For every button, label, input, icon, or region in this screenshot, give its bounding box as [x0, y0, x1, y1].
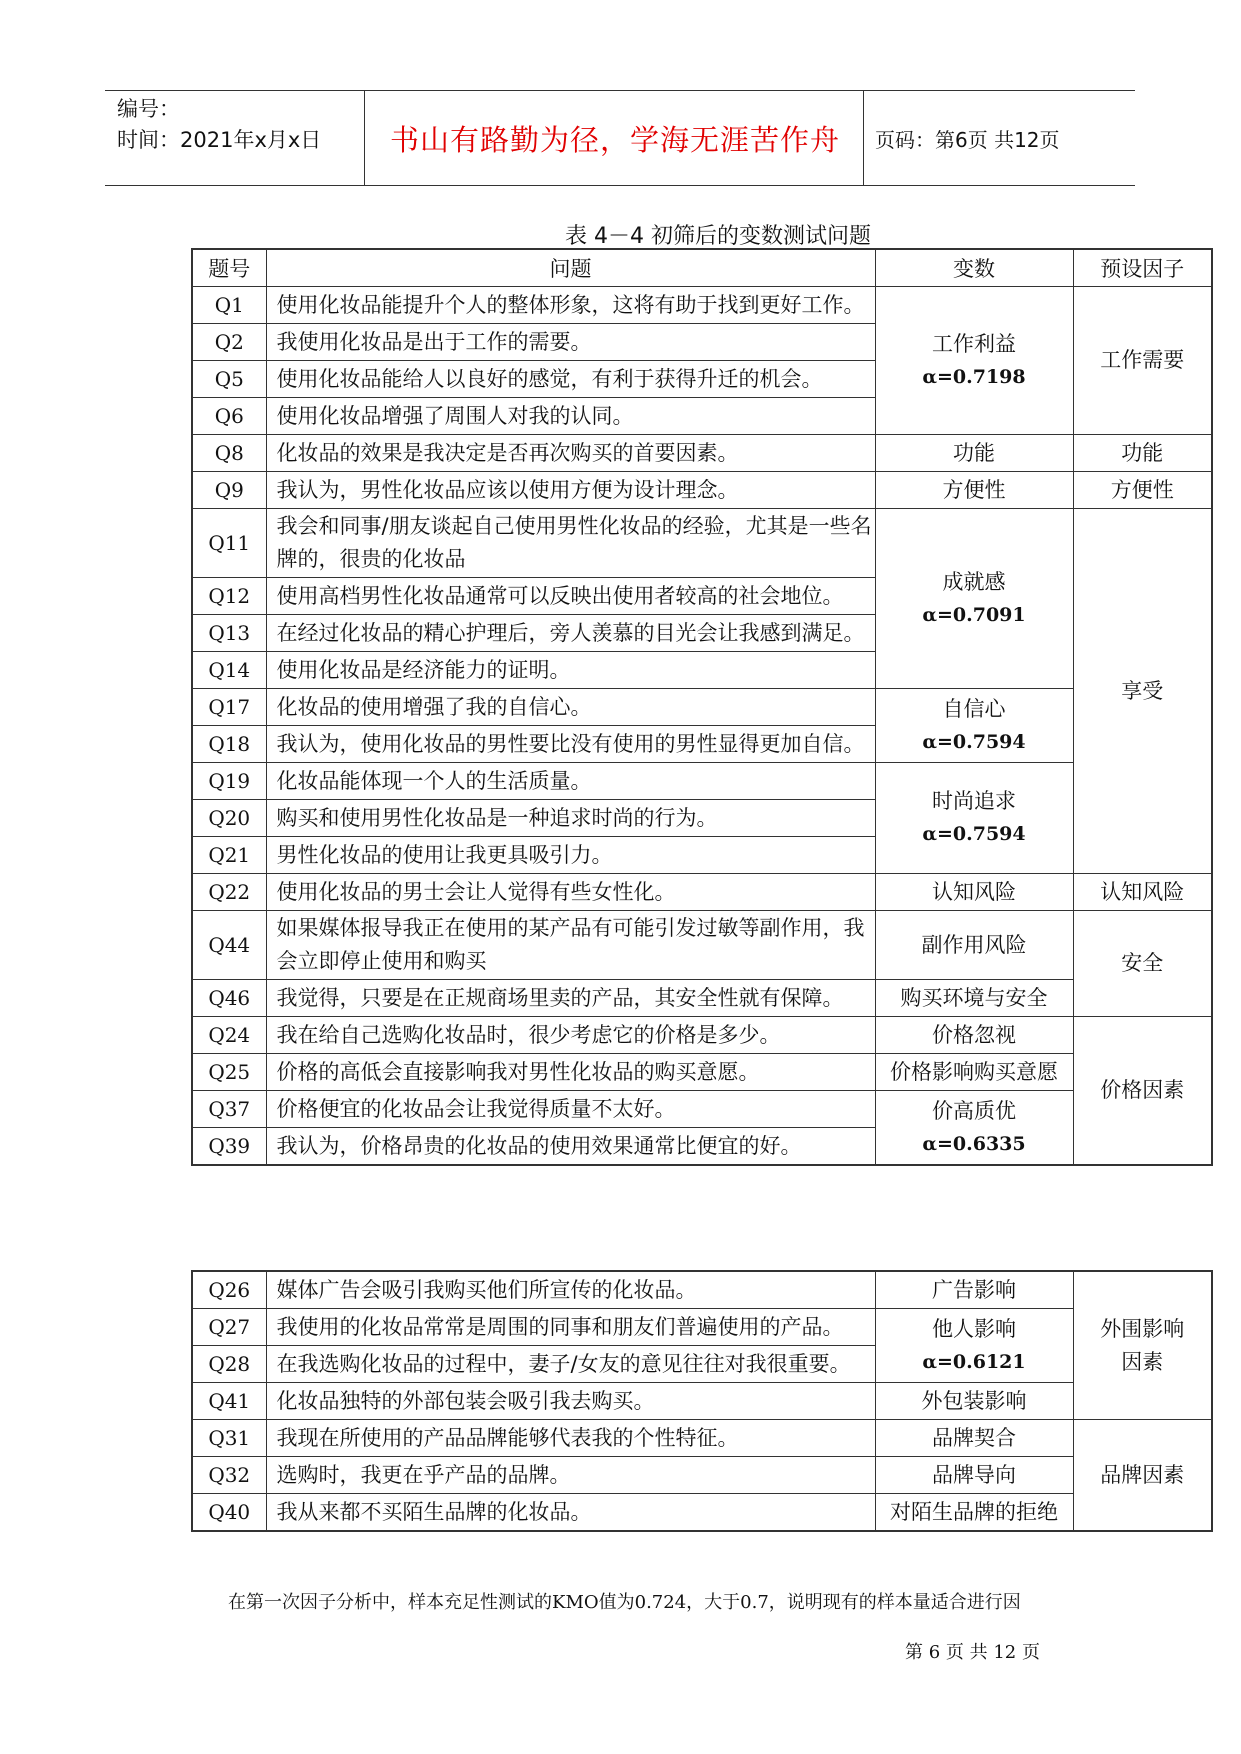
question-id: Q8: [192, 435, 266, 472]
question-id: Q18: [192, 726, 266, 763]
header-page-info: 页码：第6页 共12页: [875, 127, 1060, 152]
question-text: 化妆品独特的外部包装会吸引我去购买。: [266, 1383, 875, 1420]
question-text: 我认为，使用化妆品的男性要比没有使用的男性显得更加自信。: [266, 726, 875, 763]
table-row: [192, 1383, 1212, 1420]
header-motto: 书山有路勤为径，学海无涯苦作舟: [389, 122, 840, 157]
variable-alpha: α=0.7594: [922, 823, 1026, 845]
time-label: 时间：2021年x月x日: [117, 128, 322, 152]
variable-cell: [875, 1091, 1073, 1166]
factor-line: 因素: [1121, 1349, 1164, 1374]
variable-name: 价格影响购买意愿: [875, 1054, 1073, 1091]
question-id: Q13: [192, 615, 266, 652]
question-id: Q12: [192, 578, 266, 615]
question-id: Q37: [192, 1091, 266, 1128]
variable-alpha: α=0.7594: [922, 730, 1026, 753]
question-text: 我使用化妆品是出于工作的需要。: [266, 324, 875, 361]
question-id: Q24: [192, 1017, 266, 1054]
question-id: Q9: [192, 472, 266, 509]
question-id: Q41: [192, 1383, 266, 1420]
question-id: Q21: [192, 837, 266, 874]
header-question: 问题: [266, 249, 875, 287]
question-table: [191, 248, 1213, 1166]
question-text: 我使用的化妆品常常是周围的同事和朋友们普遍使用的产品。: [266, 1309, 875, 1346]
question-text: 选购时，我更在乎产品的品牌。: [266, 1457, 875, 1494]
variable-cell: [875, 689, 1073, 763]
variable-name: 品牌导向: [875, 1457, 1073, 1494]
question-text: 我觉得，只要是在正规商场里卖的产品，其安全性就有保障。: [266, 980, 875, 1017]
question-text: 使用化妆品能提升个人的整体形象，这将有助于找到更好工作。: [266, 287, 875, 324]
variable-cell: [875, 509, 1073, 689]
variable-cell: [875, 763, 1073, 874]
question-id: Q28: [192, 1346, 266, 1383]
question-text: 男性化妆品的使用让我更具吸引力。: [266, 837, 875, 874]
question-id: Q2: [192, 324, 266, 361]
header-variable: 变数: [875, 249, 1073, 287]
question-text: 购买和使用男性化妆品是一种追求时尚的行为。: [266, 800, 875, 837]
question-id: Q44: [192, 911, 266, 980]
variable-name: 他人影响: [932, 1316, 1016, 1341]
factor-cell: 价格因素: [1073, 1017, 1212, 1166]
header-divider: [863, 91, 864, 185]
header-divider: [364, 91, 365, 185]
question-text: 使用化妆品的男士会让人觉得有些女性化。: [266, 874, 875, 911]
question-id: Q20: [192, 800, 266, 837]
variable-alpha: α=0.6335: [922, 1132, 1026, 1155]
variable-name: 成就感: [942, 569, 1006, 594]
header-id: 题号: [192, 249, 266, 287]
variable-cell: [875, 1309, 1073, 1383]
table-row: [192, 874, 1212, 911]
question-id: Q40: [192, 1494, 266, 1532]
variable-name: 功能: [875, 435, 1073, 472]
question-id: Q14: [192, 652, 266, 689]
variable-name: 时尚追求: [932, 789, 1016, 813]
question-id: Q26: [192, 1271, 266, 1309]
factor-cell: 工作需要: [1073, 287, 1212, 435]
variable-alpha: α=0.7091: [922, 603, 1026, 626]
question-id: Q27: [192, 1309, 266, 1346]
question-id: Q17: [192, 689, 266, 726]
question-id: Q1: [192, 287, 266, 324]
question-text: 我认为，价格昂贵的化妆品的使用效果通常比便宜的好。: [266, 1128, 875, 1166]
question-id: Q11: [192, 509, 266, 578]
variable-name: 副作用风险: [875, 911, 1073, 980]
variable-name: 外包装影响: [875, 1383, 1073, 1420]
question-text: 化妆品的使用增强了我的自信心。: [266, 689, 875, 726]
table-row: [192, 1017, 1212, 1054]
table-row: [192, 763, 1212, 800]
table-row: [192, 509, 1212, 578]
factor-cell: 方便性: [1073, 472, 1212, 509]
question-text: 我会和同事/朋友谈起自己使用男性化妆品的经验，尤其是一些名牌的，很贵的化妆品: [266, 509, 875, 578]
table-row: [192, 1420, 1212, 1457]
question-text: 价格便宜的化妆品会让我觉得质量不太好。: [266, 1091, 875, 1128]
question-text: 如果媒体报导我正在使用的某产品有可能引发过敏等副作用，我会立即停止使用和购买: [266, 911, 875, 980]
table-row: [192, 1457, 1212, 1494]
variable-name: 认知风险: [875, 874, 1073, 911]
table-row: [192, 1091, 1212, 1128]
variable-name: 购买环境与安全: [875, 980, 1073, 1017]
question-text: 化妆品能体现一个人的生活质量。: [266, 763, 875, 800]
table-row: [192, 980, 1212, 1017]
variable-name: 价高质优: [932, 1098, 1016, 1123]
variable-name: 对陌生品牌的拒绝: [875, 1494, 1073, 1532]
question-text: 使用高档男性化妆品通常可以反映出使用者较高的社会地位。: [266, 578, 875, 615]
question-text: 媒体广告会吸引我购买他们所宣传的化妆品。: [266, 1271, 875, 1309]
variable-name: 价格忽视: [875, 1017, 1073, 1054]
factor-cell: 享受: [1073, 509, 1212, 874]
question-text: 价格的高低会直接影响我对男性化妆品的购买意愿。: [266, 1054, 875, 1091]
variable-name: 品牌契合: [875, 1420, 1073, 1457]
table-caption: 表 4－4 初筛后的变数测试问题: [565, 224, 871, 249]
factor-cell: 品牌因素: [1073, 1420, 1212, 1532]
table-row: [192, 1309, 1212, 1346]
question-id: Q19: [192, 763, 266, 800]
variable-alpha: α=0.6121: [922, 1350, 1026, 1373]
table-row: [192, 287, 1212, 324]
header-meta: [117, 94, 321, 156]
serial-label: 编号：: [117, 97, 180, 121]
table-header-row: [192, 249, 1212, 287]
variable-alpha: α=0.7198: [922, 365, 1026, 388]
factor-line: 外围影响: [1100, 1316, 1185, 1341]
question-id: Q22: [192, 874, 266, 911]
variable-name: 方便性: [875, 472, 1073, 509]
page-footer: 第 6 页 共 12 页: [905, 1642, 1040, 1663]
question-text: 我从来都不买陌生品牌的化妆品。: [266, 1494, 875, 1532]
table-row: [192, 1054, 1212, 1091]
question-id: Q6: [192, 398, 266, 435]
question-id: Q31: [192, 1420, 266, 1457]
question-id: Q39: [192, 1128, 266, 1166]
question-text: 我认为，男性化妆品应该以使用方便为设计理念。: [266, 472, 875, 509]
variable-name: 工作利益: [932, 331, 1016, 356]
variable-cell: [875, 287, 1073, 435]
question-table-continued: [191, 1270, 1213, 1532]
body-paragraph: 在第一次因子分析中，样本充足性测试的KMO值为0.724，大于0.7，说明现有的样本量适合进行因: [228, 1592, 1021, 1613]
table-row: [192, 1271, 1212, 1309]
question-id: Q5: [192, 361, 266, 398]
table-row: [192, 911, 1212, 980]
factor-cell: 认知风险: [1073, 874, 1212, 911]
table-row: [192, 472, 1212, 509]
table-row: [192, 435, 1212, 472]
question-id: Q25: [192, 1054, 266, 1091]
question-text: 使用化妆品是经济能力的证明。: [266, 652, 875, 689]
variable-name: 广告影响: [875, 1271, 1073, 1309]
question-id: Q46: [192, 980, 266, 1017]
factor-cell: [1073, 1271, 1212, 1420]
question-text: 我在给自己选购化妆品时，很少考虑它的价格是多少。: [266, 1017, 875, 1054]
question-id: Q32: [192, 1457, 266, 1494]
header-factor: 预设因子: [1073, 249, 1212, 287]
question-text: 化妆品的效果是我决定是否再次购买的首要因素。: [266, 435, 875, 472]
question-text: 使用化妆品增强了周围人对我的认同。: [266, 398, 875, 435]
table-row: [192, 689, 1212, 726]
question-text: 在经过化妆品的精心护理后，旁人羡慕的目光会让我感到满足。: [266, 615, 875, 652]
factor-cell: 安全: [1073, 911, 1212, 1017]
question-text: 使用化妆品能给人以良好的感觉，有利于获得升迁的机会。: [266, 361, 875, 398]
factor-cell: 功能: [1073, 435, 1212, 472]
question-text: 在我选购化妆品的过程中，妻子/女友的意见往往对我很重要。: [266, 1346, 875, 1383]
question-text: 我现在所使用的产品品牌能够代表我的个性特征。: [266, 1420, 875, 1457]
variable-name: 自信心: [942, 696, 1006, 721]
page-header: [105, 90, 1135, 186]
table-row: [192, 1494, 1212, 1532]
